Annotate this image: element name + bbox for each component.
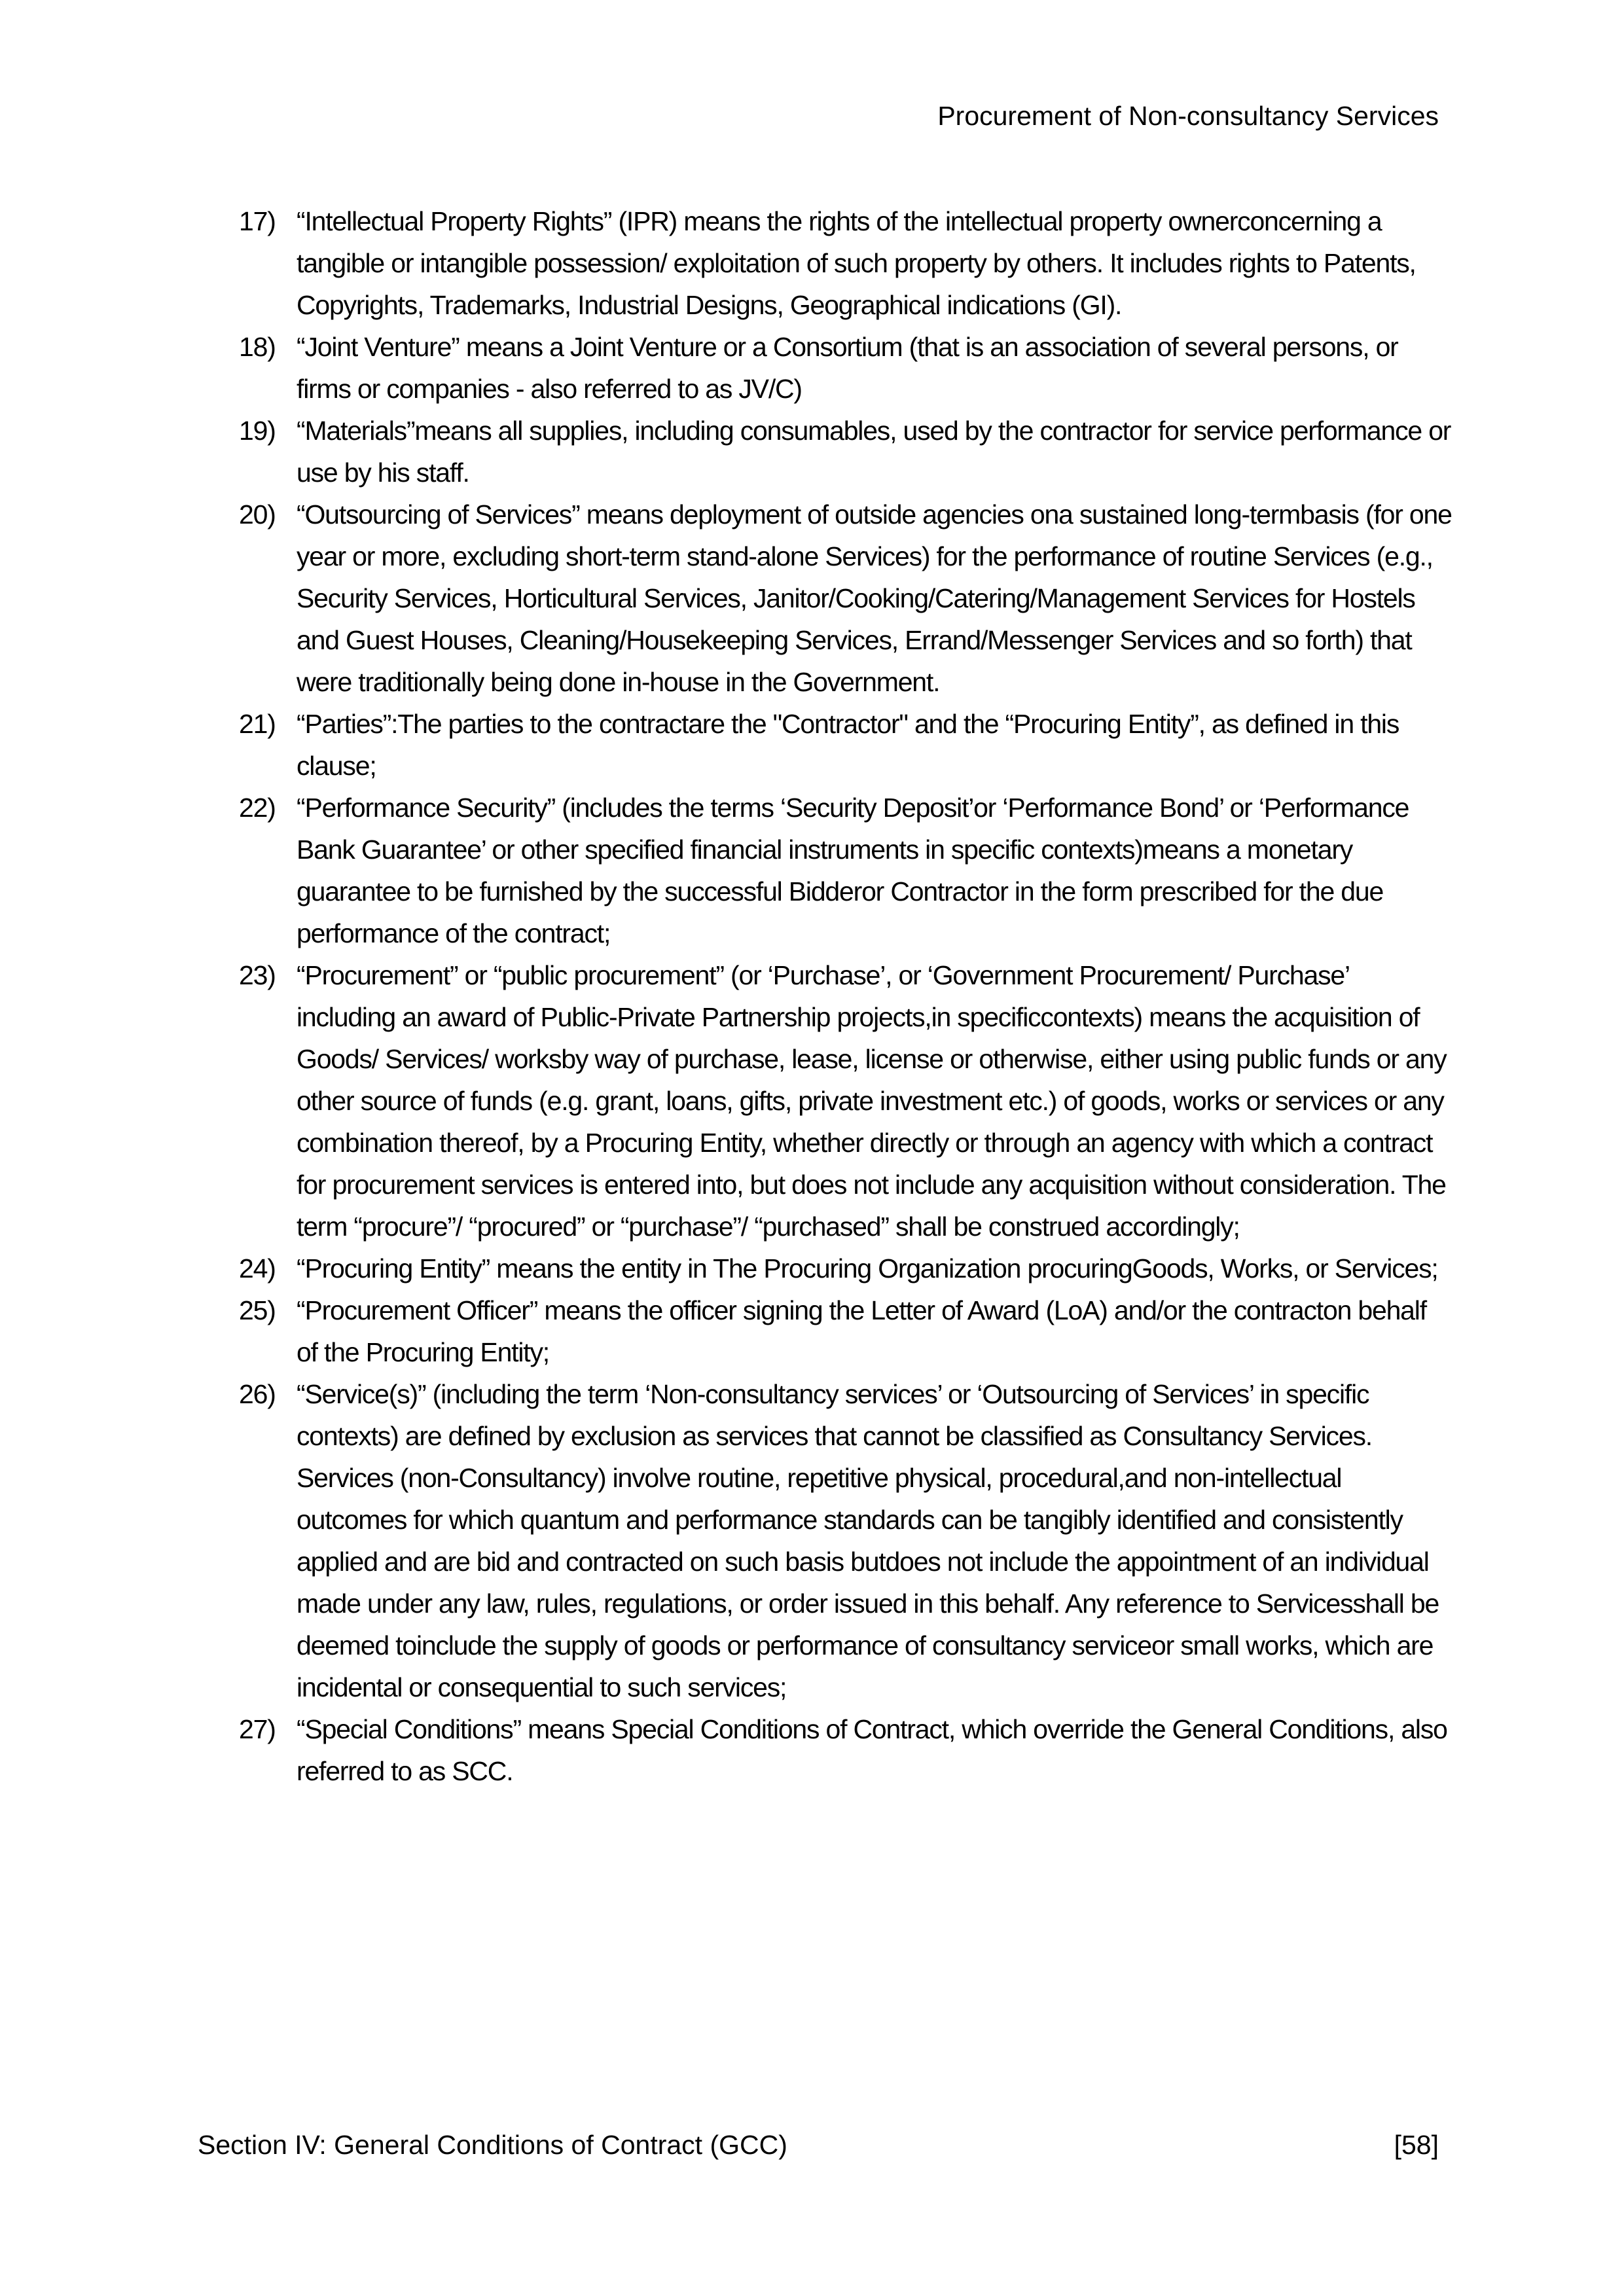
header-title: Procurement of Non-consultancy Services xyxy=(937,101,1439,131)
list-item xyxy=(239,954,1454,1247)
item-number: 27) xyxy=(239,1714,276,1744)
item-text: “Performance Security” (includes the terms ‘Security Deposit’or ‘Performance Bond’ or ‘Performance Bank Guarantee’ or other specified financial instruments in specific contexts)means a monetary guarantee to be furnished by the successful Bidderor Contractor in the form prescribed for the due performance of the contract; xyxy=(297,793,1409,948)
list-item xyxy=(239,787,1454,954)
list-item xyxy=(239,1708,1454,1792)
item-number: 19) xyxy=(239,416,276,446)
list-item xyxy=(239,326,1454,410)
item-text: “Service(s)” (including the term ‘Non-consultancy services’ or ‘Outsourcing of Services’ in specific contexts) are defined by exclusion as services that cannot be classified as Consultancy Services. Services (non-Consultancy) involve routine, repetitive physical, procedural,and non-intellectual outcomes for which quantum and performance standards can be tangibly identified and consistently applied and are bid and contracted on such basis butdoes not include the appointment of an individual made under any law, rules, regulations, or order issued in this behalf. Any reference to Servicesshall be deemed toinclude the supply of goods or performance of consultancy serviceor small works, which are incidental or consequential to such services; xyxy=(297,1379,1439,1702)
item-number: 21) xyxy=(239,709,276,739)
item-number: 23) xyxy=(239,960,276,990)
item-number: 25) xyxy=(239,1295,276,1325)
item-number: 22) xyxy=(239,793,276,823)
footer-section-title: Section IV: General Conditions of Contract (GCC) xyxy=(198,2130,787,2160)
item-number: 26) xyxy=(239,1379,276,1409)
item-number: 18) xyxy=(239,332,276,362)
page-footer xyxy=(198,2128,1439,2161)
item-text: “Procurement Officer” means the officer signing the Letter of Award (LoA) and/or the contracton behalf of the Procuring Entity; xyxy=(297,1295,1426,1367)
list-item xyxy=(239,410,1454,493)
item-text: “Special Conditions” means Special Conditions of Contract, which override the General Conditions, also referred to as SCC. xyxy=(297,1714,1447,1786)
item-number: 17) xyxy=(239,206,276,236)
list-item xyxy=(239,1373,1454,1708)
item-text: “Procurement” or “public procurement” (or ‘Purchase’, or ‘Government Procurement/ Purchase’ including an award of Public-Private Partnership projects,in specificcontexts) means the acquisition of Goods/ Services/ worksby way of purchase, lease, license or otherwise, either using public funds or any other source of funds (e.g. grant, loans, gifts, private investment etc.) of goods, works or services or any combination thereof, by a Procuring Entity, whether directly or through an agency with which a contract for procurement services is entered into, but does not include any acquisition without consideration. The term “procure”/ “procured” or “purchase”/ “purchased” shall be construed accordingly; xyxy=(297,960,1447,1242)
list-item xyxy=(239,200,1454,326)
page-header xyxy=(198,99,1439,132)
footer-page-number: [58] xyxy=(1394,2130,1439,2160)
item-number: 24) xyxy=(239,1253,276,1283)
item-text: “Procuring Entity” means the entity in The Procuring Organization procuringGoods, Works, or Services; xyxy=(297,1253,1438,1283)
item-text: “Materials”means all supplies, including consumables, used by the contractor for service performance or use by his staff. xyxy=(297,416,1451,488)
list-item xyxy=(239,703,1454,787)
item-number: 20) xyxy=(239,499,276,529)
item-text: “Joint Venture” means a Joint Venture or a Consortium (that is an association of several persons, or firms or companies - also referred to as JV/C) xyxy=(297,332,1398,404)
list-item xyxy=(239,1247,1454,1289)
item-text: “Outsourcing of Services” means deployment of outside agencies ona sustained long-termbasis (for one year or more, excluding short-term stand-alone Services) for the performance of routine Services (e.g., Security Services, Horticultural Services, Janitor/Cooking/Catering/Management Services for Hostels and Guest Houses, Cleaning/Housekeeping Services, Errand/Messenger Services and so forth) that were traditionally being done in-house in the Government. xyxy=(297,499,1452,697)
list-item xyxy=(239,493,1454,703)
definitions-list xyxy=(239,200,1454,1792)
list-item xyxy=(239,1289,1454,1373)
item-text: “Intellectual Property Rights” (IPR) means the rights of the intellectual property ownerconcerning a tangible or intangible possession/ exploitation of such property by others. It includes rights to Patents, Copyrights, Trademarks, Industrial Designs, Geographical indications (GI). xyxy=(297,206,1416,320)
item-text: “Parties”:The parties to the contractare the "Contractor" and the “Procuring Entity”, as defined in this clause; xyxy=(297,709,1399,781)
